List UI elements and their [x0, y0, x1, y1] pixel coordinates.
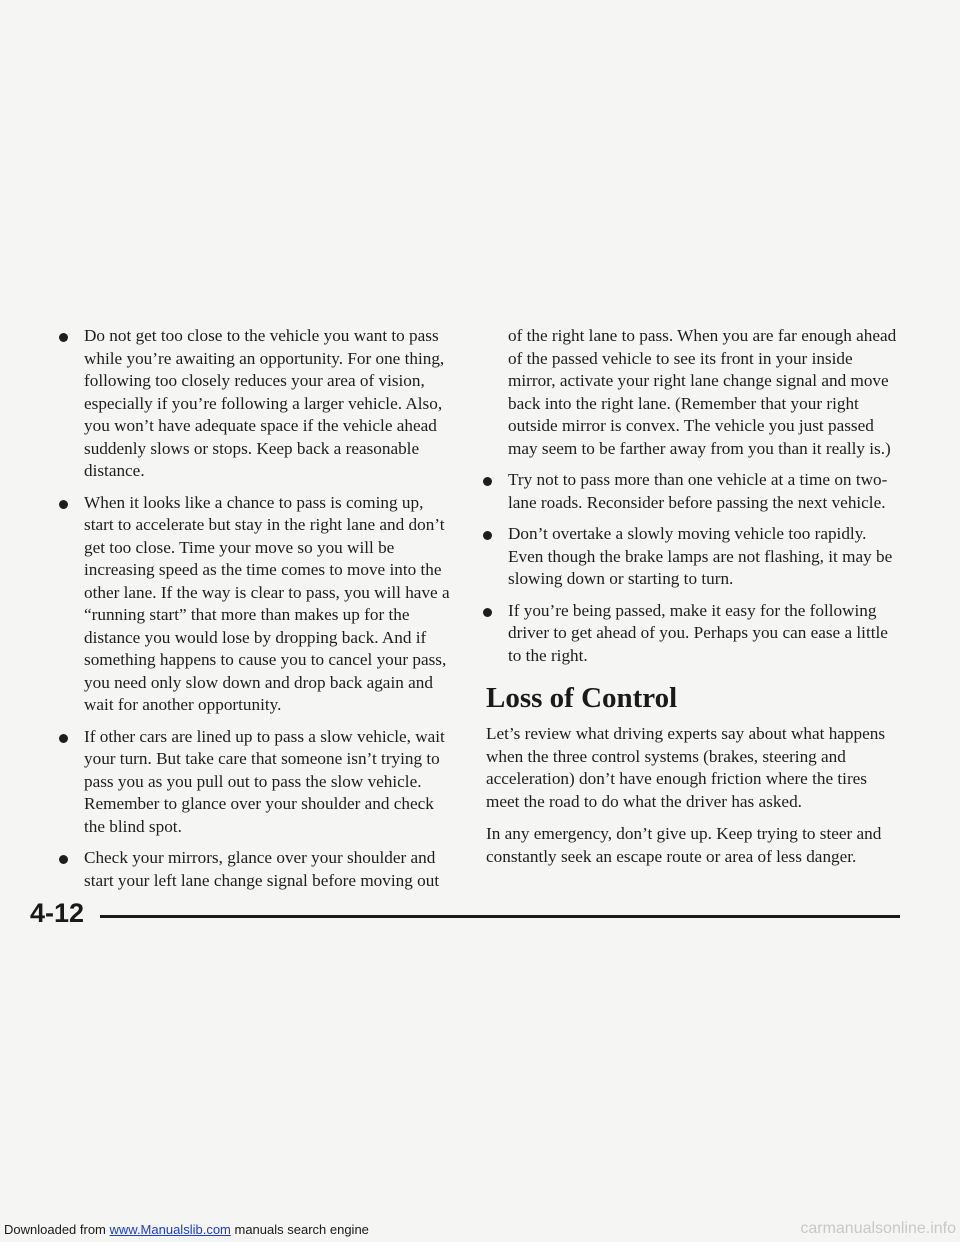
paragraph: Let’s review what driving experts say about what happens when the three control systems (brakes, steering and acceleration) don’t have enough friction where the tires meet the road to do what the driver has asked. [486, 724, 886, 811]
manualslib-link[interactable]: www.Manualslib.com [109, 1222, 231, 1237]
watermark: carmanualsonline.info [800, 1220, 956, 1237]
footer-prefix: Downloaded from [4, 1222, 110, 1237]
left-column [58, 325, 450, 901]
page-number: 4-12 [30, 898, 85, 928]
list-item: Check your mirrors, glance over your shoulder and start your left lane change signal before moving out [58, 847, 450, 892]
list-item: When it looks like a chance to pass is coming up, start to accelerate but stay in the right lane and don’t get too close. Time your move so you will be increasing speed as the time comes to move into the other lane. If the way is clear to pass, you will have a “running start” that more than makes up for the distance you would lose by dropping back. And if something happens to cause you to cancel your pass, you need only slow down and drop back again and wait for another opportunity. [58, 492, 450, 717]
list-item: If other cars are lined up to pass a slow vehicle, wait your turn. But take care that someone isn’t trying to pass you as you pull out to pass the slow vehicle. Remember to glance over your shoulder and check the blind spot. [58, 726, 450, 839]
download-footer [4, 1222, 369, 1237]
bullet-icon [483, 531, 492, 540]
list-item: If you’re being passed, make it easy for the following driver to get ahead of you. Perhaps you can ease a little to the right. [482, 600, 902, 668]
section-heading: Loss of Control [486, 682, 678, 714]
list-item: Try not to pass more than one vehicle at a time on two-lane roads. Reconsider before passing the next vehicle. [482, 469, 902, 514]
right-column [482, 325, 902, 878]
list-item: Do not get too close to the vehicle you want to pass while you’re awaiting an opportunity. For one thing, following too closely reduces your area of vision, especially if you’re following a larger vehicle. Also, you won’t have adequate space if the vehicle ahead suddenly slows or stops. Keep back a reasonable distance. [58, 325, 450, 483]
bullet-icon [483, 608, 492, 617]
bullet-icon [59, 333, 68, 342]
bullet-icon [59, 734, 68, 743]
bullet-icon [483, 477, 492, 486]
footer-suffix: manuals search engine [230, 1222, 369, 1237]
footer-rule [100, 915, 900, 918]
continued-text: of the right lane to pass. When you are far enough ahead of the passed vehicle to see its front in your inside mirror, activate your right lane change signal and move back into the right lane. (Remember that your right outside mirror is convex. The vehicle you just passed may seem to be farther away from you than it really is.) [508, 326, 897, 458]
bullet-icon [59, 500, 68, 509]
bullet-icon [59, 855, 68, 864]
paragraph: In any emergency, don’t give up. Keep trying to steer and constantly seek an escape route or area of less danger. [486, 824, 882, 866]
list-item: Don’t overtake a slowly moving vehicle too rapidly. Even though the brake lamps are not flashing, it may be slowing down or starting to turn. [482, 523, 902, 591]
